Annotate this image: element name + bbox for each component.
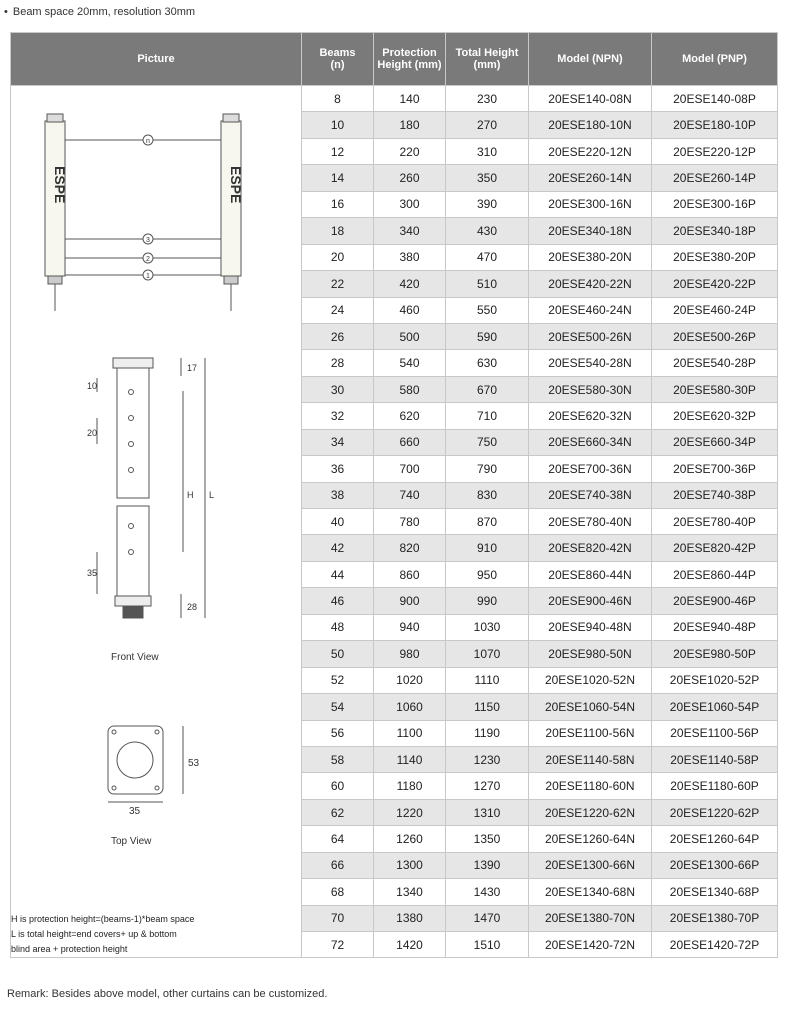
header-beams: Beams (n) [302, 33, 374, 86]
cell-total-height: 1150 [446, 694, 529, 720]
beam-label-3: 3 [146, 237, 150, 244]
cell-protection-height: 460 [374, 297, 446, 323]
cell-protection-height: 1180 [374, 773, 446, 799]
cell-model-npn: 20ESE780-40N [529, 509, 652, 535]
cell-model-npn: 20ESE260-14N [529, 165, 652, 191]
cell-model-pnp: 20ESE1060-54P [652, 694, 778, 720]
front-view-label: Front View [111, 652, 159, 663]
cell-total-height: 1350 [446, 826, 529, 852]
dim-53: 53 [188, 758, 200, 769]
header-protection-height: Protection Height (mm) [374, 33, 446, 86]
cell-model-pnp: 20ESE380-20P [652, 244, 778, 270]
cell-model-npn: 20ESE300-16N [529, 191, 652, 217]
dim-35: 35 [129, 806, 141, 817]
cell-protection-height: 1220 [374, 799, 446, 825]
top-note [4, 6, 195, 18]
cell-protection-height: 780 [374, 509, 446, 535]
picture-panel [11, 86, 301, 976]
cell-protection-height: 740 [374, 482, 446, 508]
beam-label-n: n [146, 138, 150, 145]
header-model-pnp: Model (PNP) [652, 33, 778, 86]
brand-left: ESPE [52, 166, 68, 204]
dim-20: 20 [87, 428, 98, 438]
cell-protection-height: 1060 [374, 694, 446, 720]
cell-model-pnp: 20ESE500-26P [652, 323, 778, 349]
cell-total-height: 350 [446, 165, 529, 191]
top-view-label: Top View [111, 836, 152, 847]
cell-beams: 26 [302, 323, 374, 349]
cell-total-height: 790 [446, 456, 529, 482]
cell-model-pnp: 20ESE300-16P [652, 191, 778, 217]
cell-total-height: 670 [446, 376, 529, 402]
cell-model-pnp: 20ESE460-24P [652, 297, 778, 323]
cell-model-pnp: 20ESE1420-72P [652, 932, 778, 958]
beam-label-1: 1 [146, 273, 150, 280]
cell-model-pnp: 20ESE1180-60P [652, 773, 778, 799]
cell-protection-height: 1140 [374, 746, 446, 772]
cell-model-npn: 20ESE420-22N [529, 271, 652, 297]
cell-model-pnp: 20ESE1100-56P [652, 720, 778, 746]
cell-beams: 32 [302, 403, 374, 429]
cell-model-npn: 20ESE1060-54N [529, 694, 652, 720]
light-curtain-drawing [45, 114, 241, 311]
brand-right: ESPE [228, 166, 244, 204]
note-line: L is total height=end covers+ up & bottom [11, 929, 177, 939]
cell-total-height: 1390 [446, 852, 529, 878]
cell-model-pnp: 20ESE940-48P [652, 614, 778, 640]
note-line: blind area + protection height [11, 944, 128, 954]
cell-beams: 68 [302, 879, 374, 905]
cell-model-npn: 20ESE500-26N [529, 323, 652, 349]
cell-total-height: 750 [446, 429, 529, 455]
cell-model-pnp: 20ESE340-18P [652, 218, 778, 244]
cell-protection-height: 620 [374, 403, 446, 429]
cell-model-pnp: 20ESE1220-62P [652, 799, 778, 825]
cell-model-npn: 20ESE980-50N [529, 641, 652, 667]
cell-beams: 42 [302, 535, 374, 561]
cell-beams: 52 [302, 667, 374, 693]
note-line: H is protection height=(beams-1)*beam space [11, 914, 195, 924]
cell-model-pnp: 20ESE260-14P [652, 165, 778, 191]
cell-model-pnp: 20ESE620-32P [652, 403, 778, 429]
beam-label-2: 2 [146, 256, 150, 263]
cell-model-pnp: 20ESE860-44P [652, 561, 778, 587]
cell-beams: 34 [302, 429, 374, 455]
top-note-text: Beam space 20mm, resolution 30mm [12, 6, 196, 18]
cell-model-npn: 20ESE620-32N [529, 403, 652, 429]
cell-model-npn: 20ESE1140-58N [529, 746, 652, 772]
cell-model-pnp: 20ESE140-08P [652, 86, 778, 112]
dim-28: 28 [187, 602, 198, 612]
cell-model-pnp: 20ESE660-34P [652, 429, 778, 455]
cell-model-pnp: 20ESE580-30P [652, 376, 778, 402]
cell-protection-height: 220 [374, 138, 446, 164]
cell-beams: 24 [302, 297, 374, 323]
dim-10: 10 [87, 381, 98, 391]
cell-model-pnp: 20ESE1380-70P [652, 905, 778, 931]
cell-model-pnp: 20ESE900-46P [652, 588, 778, 614]
cell-total-height: 1070 [446, 641, 529, 667]
front-view-drawing [97, 358, 205, 618]
cell-total-height: 830 [446, 482, 529, 508]
cell-beams: 10 [302, 112, 374, 138]
cell-total-height: 870 [446, 509, 529, 535]
cell-model-npn: 20ESE820-42N [529, 535, 652, 561]
cell-total-height: 910 [446, 535, 529, 561]
cell-protection-height: 300 [374, 191, 446, 217]
cell-model-npn: 20ESE180-10N [529, 112, 652, 138]
cell-total-height: 1110 [446, 667, 529, 693]
cell-total-height: 1470 [446, 905, 529, 931]
cell-model-npn: 20ESE340-18N [529, 218, 652, 244]
cell-model-pnp: 20ESE1340-68P [652, 879, 778, 905]
cell-model-npn: 20ESE380-20N [529, 244, 652, 270]
cell-total-height: 1190 [446, 720, 529, 746]
cell-model-pnp: 20ESE820-42P [652, 535, 778, 561]
cell-model-pnp: 20ESE780-40P [652, 509, 778, 535]
cell-beams: 58 [302, 746, 374, 772]
cell-model-npn: 20ESE1100-56N [529, 720, 652, 746]
cell-beams: 16 [302, 191, 374, 217]
cell-protection-height: 900 [374, 588, 446, 614]
cell-protection-height: 1300 [374, 852, 446, 878]
cell-beams: 60 [302, 773, 374, 799]
dim-l: L [209, 490, 215, 500]
cell-total-height: 550 [446, 297, 529, 323]
cell-model-npn: 20ESE1260-64N [529, 826, 652, 852]
cell-model-npn: 20ESE1300-66N [529, 852, 652, 878]
cell-total-height: 590 [446, 323, 529, 349]
cell-protection-height: 340 [374, 218, 446, 244]
dim-17: 17 [187, 363, 198, 373]
cell-model-pnp: 20ESE540-28P [652, 350, 778, 376]
cell-beams: 64 [302, 826, 374, 852]
cell-protection-height: 1340 [374, 879, 446, 905]
cell-total-height: 1510 [446, 932, 529, 958]
cell-model-npn: 20ESE1420-72N [529, 932, 652, 958]
cell-total-height: 710 [446, 403, 529, 429]
cell-model-npn: 20ESE1340-68N [529, 879, 652, 905]
cell-total-height: 1230 [446, 746, 529, 772]
dim-h: H [187, 490, 194, 500]
cell-model-npn: 20ESE540-28N [529, 350, 652, 376]
product-diagram [11, 86, 301, 976]
cell-model-npn: 20ESE700-36N [529, 456, 652, 482]
cell-total-height: 630 [446, 350, 529, 376]
cell-model-pnp: 20ESE1260-64P [652, 826, 778, 852]
cell-protection-height: 260 [374, 165, 446, 191]
cell-model-pnp: 20ESE220-12P [652, 138, 778, 164]
cell-beams: 22 [302, 271, 374, 297]
cell-model-pnp: 20ESE980-50P [652, 641, 778, 667]
cell-model-npn: 20ESE1220-62N [529, 799, 652, 825]
cell-beams: 20 [302, 244, 374, 270]
cell-beams: 40 [302, 509, 374, 535]
cell-protection-height: 660 [374, 429, 446, 455]
cell-model-pnp: 20ESE700-36P [652, 456, 778, 482]
cell-protection-height: 580 [374, 376, 446, 402]
cell-model-pnp: 20ESE420-22P [652, 271, 778, 297]
cell-total-height: 1030 [446, 614, 529, 640]
height-notes [11, 914, 301, 954]
cell-beams: 66 [302, 852, 374, 878]
cell-beams: 30 [302, 376, 374, 402]
cell-beams: 18 [302, 218, 374, 244]
cell-total-height: 470 [446, 244, 529, 270]
cell-protection-height: 980 [374, 641, 446, 667]
cell-model-npn: 20ESE860-44N [529, 561, 652, 587]
cell-total-height: 510 [446, 271, 529, 297]
cell-model-npn: 20ESE900-46N [529, 588, 652, 614]
cell-beams: 54 [302, 694, 374, 720]
cell-beams: 50 [302, 641, 374, 667]
cell-protection-height: 1380 [374, 905, 446, 931]
cell-model-pnp: 20ESE740-38P [652, 482, 778, 508]
cell-protection-height: 940 [374, 614, 446, 640]
cell-total-height: 230 [446, 86, 529, 112]
cell-protection-height: 420 [374, 271, 446, 297]
cell-beams: 36 [302, 456, 374, 482]
cell-model-npn: 20ESE220-12N [529, 138, 652, 164]
cell-protection-height: 540 [374, 350, 446, 376]
cell-protection-height: 380 [374, 244, 446, 270]
cell-model-npn: 20ESE1180-60N [529, 773, 652, 799]
cell-beams: 28 [302, 350, 374, 376]
cell-beams: 46 [302, 588, 374, 614]
cell-protection-height: 860 [374, 561, 446, 587]
cell-protection-height: 180 [374, 112, 446, 138]
cell-total-height: 950 [446, 561, 529, 587]
cell-total-height: 390 [446, 191, 529, 217]
cell-model-npn: 20ESE1020-52N [529, 667, 652, 693]
cell-protection-height: 1020 [374, 667, 446, 693]
cell-protection-height: 1100 [374, 720, 446, 746]
cell-protection-height: 140 [374, 86, 446, 112]
header-model-npn: Model (NPN) [529, 33, 652, 86]
cell-total-height: 270 [446, 112, 529, 138]
remark: Remark: Besides above model, other curtains can be customized. [7, 988, 328, 1000]
cell-protection-height: 500 [374, 323, 446, 349]
cell-total-height: 1310 [446, 799, 529, 825]
cell-total-height: 1270 [446, 773, 529, 799]
cell-model-pnp: 20ESE1140-58P [652, 746, 778, 772]
cell-total-height: 310 [446, 138, 529, 164]
cell-total-height: 1430 [446, 879, 529, 905]
cell-model-npn: 20ESE740-38N [529, 482, 652, 508]
cell-model-npn: 20ESE1380-70N [529, 905, 652, 931]
cell-model-npn: 20ESE660-34N [529, 429, 652, 455]
cell-model-npn: 20ESE940-48N [529, 614, 652, 640]
cell-model-pnp: 20ESE1300-66P [652, 852, 778, 878]
header-row [11, 33, 778, 86]
cell-model-pnp: 20ESE1020-52P [652, 667, 778, 693]
cell-beams: 72 [302, 932, 374, 958]
bullet-icon: • [4, 6, 8, 18]
cell-beams: 38 [302, 482, 374, 508]
cell-beams: 62 [302, 799, 374, 825]
header-picture: Picture [11, 33, 302, 86]
cell-protection-height: 700 [374, 456, 446, 482]
cell-beams: 48 [302, 614, 374, 640]
cell-beams: 12 [302, 138, 374, 164]
dim-35-side: 35 [87, 568, 98, 578]
cell-total-height: 430 [446, 218, 529, 244]
top-view-drawing [108, 726, 183, 802]
cell-beams: 14 [302, 165, 374, 191]
cell-beams: 56 [302, 720, 374, 746]
cell-protection-height: 1260 [374, 826, 446, 852]
cell-model-npn: 20ESE460-24N [529, 297, 652, 323]
cell-beams: 44 [302, 561, 374, 587]
cell-total-height: 990 [446, 588, 529, 614]
cell-model-npn: 20ESE580-30N [529, 376, 652, 402]
header-total-height: Total Height (mm) [446, 33, 529, 86]
cell-model-pnp: 20ESE180-10P [652, 112, 778, 138]
cell-protection-height: 820 [374, 535, 446, 561]
cell-beams: 8 [302, 86, 374, 112]
cell-beams: 70 [302, 905, 374, 931]
cell-model-npn: 20ESE140-08N [529, 86, 652, 112]
cell-protection-height: 1420 [374, 932, 446, 958]
